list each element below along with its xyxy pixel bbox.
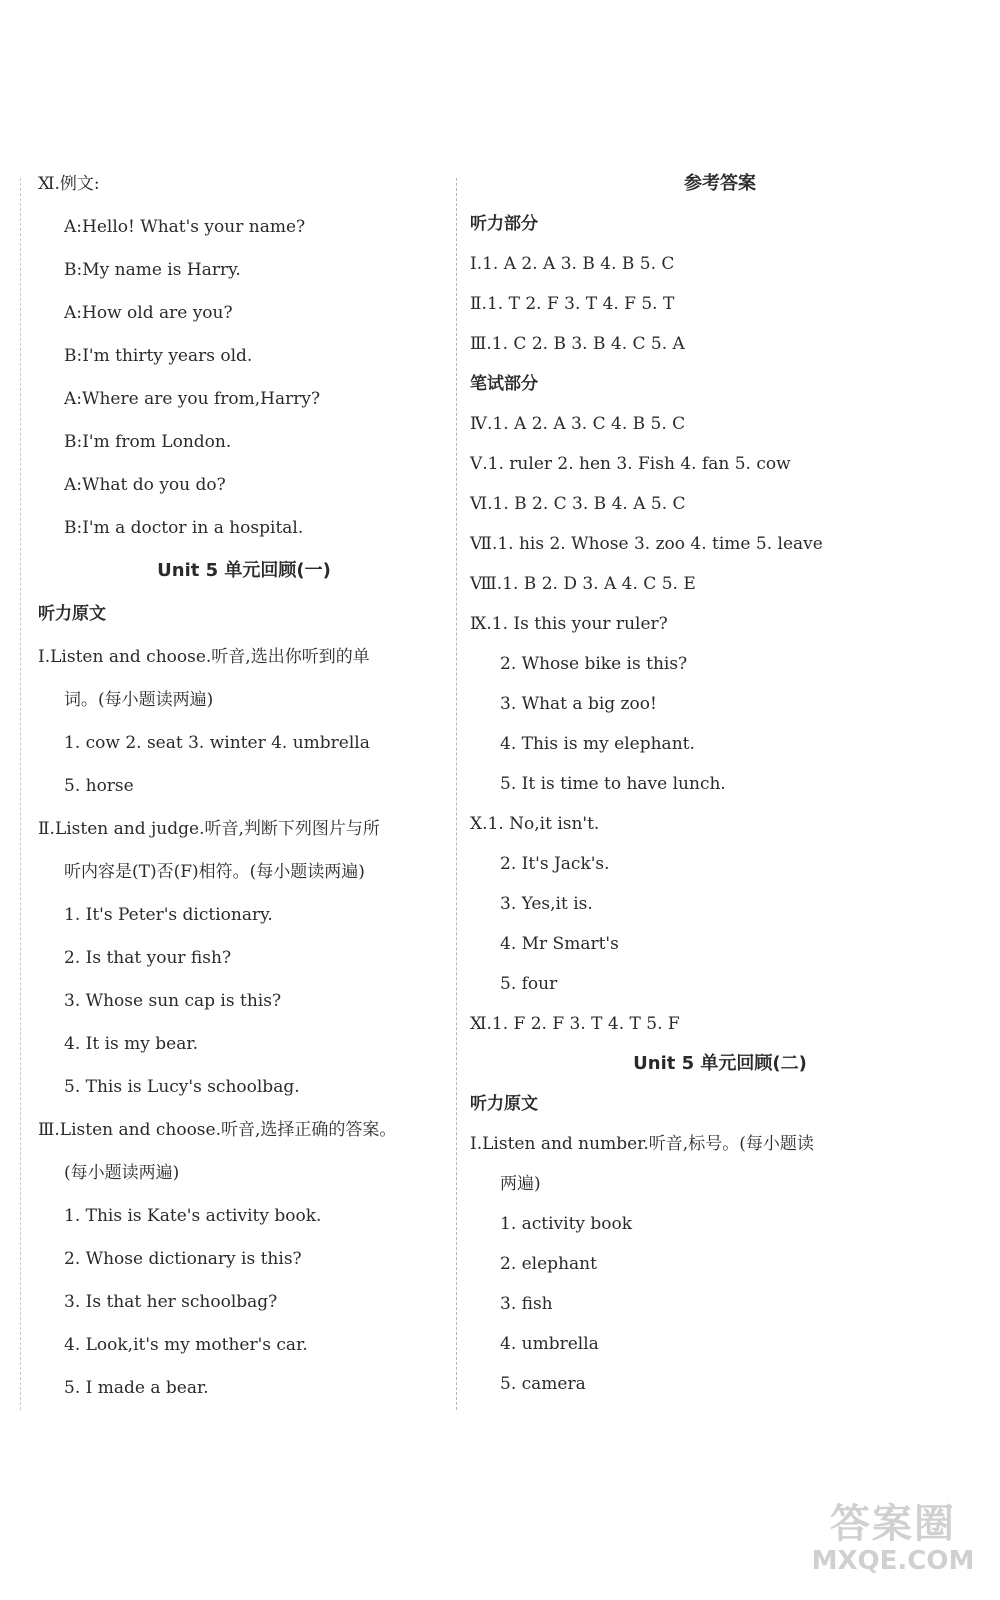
- section-heading: 听力原文: [470, 1094, 538, 1114]
- text-line: Ⅶ.1. his 2. Whose 3. zoo 4. time 5. leave: [470, 534, 823, 554]
- text-line: B:I'm from London.: [64, 432, 232, 452]
- text-line: 1. This is Kate's activity book.: [64, 1206, 322, 1226]
- text-line: 5. camera: [500, 1374, 586, 1394]
- text-line: 4. It is my bear.: [64, 1034, 199, 1054]
- text-line: 2. elephant: [500, 1254, 597, 1274]
- text-line: Ⅹ.1. No,it isn't.: [470, 814, 600, 834]
- text-line: Ⅱ.1. T 2. F 3. T 4. F 5. T: [470, 294, 675, 314]
- text-line: 3. Is that her schoolbag?: [64, 1292, 278, 1312]
- text-line: 1. It's Peter's dictionary.: [64, 905, 273, 925]
- text-line: 词。(每小题读两遍): [64, 690, 214, 710]
- right-column: [470, 166, 970, 1406]
- text-line: Ⅲ.Listen and choose.听音,选择正确的答案。: [38, 1120, 397, 1140]
- text-line: 3. fish: [500, 1294, 553, 1314]
- text-line: Ⅵ.1. B 2. C 3. B 4. A 5. C: [470, 494, 686, 514]
- text-line: Ⅰ.Listen and number.听音,标号。(每小题读: [470, 1134, 814, 1154]
- text-line: Ⅰ.1. A 2. A 3. B 4. B 5. C: [470, 254, 675, 274]
- text-line: B:I'm a doctor in a hospital.: [64, 518, 304, 538]
- section-heading: 听力部分: [470, 214, 538, 234]
- text-line: 1. cow 2. seat 3. winter 4. umbrella: [64, 733, 370, 753]
- text-line: 两遍): [500, 1174, 541, 1194]
- text-line: Ⅸ.1. Is this your ruler?: [470, 614, 668, 634]
- watermark-bottom: MXQE.COM: [811, 1546, 975, 1576]
- text-line: 4. Mr Smart's: [500, 934, 619, 954]
- text-line: 4. Look,it's my mother's car.: [64, 1335, 308, 1355]
- watermark-top: 答案圈: [830, 1501, 956, 1547]
- text-line: 5. horse: [64, 776, 134, 796]
- text-line: 2. Whose bike is this?: [500, 654, 688, 674]
- text-line: Ⅲ.1. C 2. B 3. B 4. C 5. A: [470, 334, 685, 354]
- left-column: [38, 166, 450, 1413]
- text-line: 2. It's Jack's.: [500, 854, 610, 874]
- text-line: A:What do you do?: [64, 475, 226, 495]
- left-margin-rule: [20, 178, 21, 1410]
- text-line: Ⅰ.Listen and choose.听音,选出你听到的单: [38, 647, 370, 667]
- text-line: B:My name is Harry.: [64, 260, 241, 280]
- text-line: 5. four: [500, 974, 558, 994]
- column-divider: [456, 178, 457, 1410]
- text-line: 4. umbrella: [500, 1334, 599, 1354]
- text-line: 3. Yes,it is.: [500, 894, 593, 914]
- text-line: Ⅺ.1. F 2. F 3. T 4. T 5. F: [470, 1014, 680, 1034]
- text-line: Ⅱ.Listen and judge.听音,判断下列图片与所: [38, 819, 380, 839]
- unit-heading: Unit 5 单元回顾(一): [157, 560, 331, 581]
- text-line: B:I'm thirty years old.: [64, 346, 253, 366]
- text-line: Ⅺ.例文:: [38, 174, 100, 194]
- text-line: 听内容是(T)否(F)相符。(每小题读两遍): [64, 862, 365, 882]
- text-line: (每小题读两遍): [64, 1163, 180, 1183]
- text-line: 2. Whose dictionary is this?: [64, 1249, 302, 1269]
- text-line: 5. This is Lucy's schoolbag.: [64, 1077, 300, 1097]
- section-heading: 听力原文: [38, 604, 106, 624]
- text-line: A:Where are you from,Harry?: [64, 389, 321, 409]
- text-line: 5. I made a bear.: [64, 1378, 209, 1398]
- text-line: 3. Whose sun cap is this?: [64, 991, 282, 1011]
- text-line: Ⅷ.1. B 2. D 3. A 4. C 5. E: [470, 574, 696, 594]
- text-line: 1. activity book: [500, 1214, 633, 1234]
- text-line: A:How old are you?: [64, 303, 233, 323]
- text-line: Ⅴ.1. ruler 2. hen 3. Fish 4. fan 5. cow: [470, 454, 791, 474]
- text-line: Ⅳ.1. A 2. A 3. C 4. B 5. C: [470, 414, 686, 434]
- text-line: 5. It is time to have lunch.: [500, 774, 726, 794]
- text-line: 4. This is my elephant.: [500, 734, 695, 754]
- text-line: A:Hello! What's your name?: [64, 217, 306, 237]
- unit-heading: Unit 5 单元回顾(二): [633, 1053, 807, 1074]
- text-line: 2. Is that your fish?: [64, 948, 232, 968]
- answer-key-title: 参考答案: [684, 173, 756, 194]
- watermark-logo: [808, 1502, 978, 1576]
- section-heading: 笔试部分: [470, 374, 538, 394]
- text-line: 3. What a big zoo!: [500, 694, 657, 714]
